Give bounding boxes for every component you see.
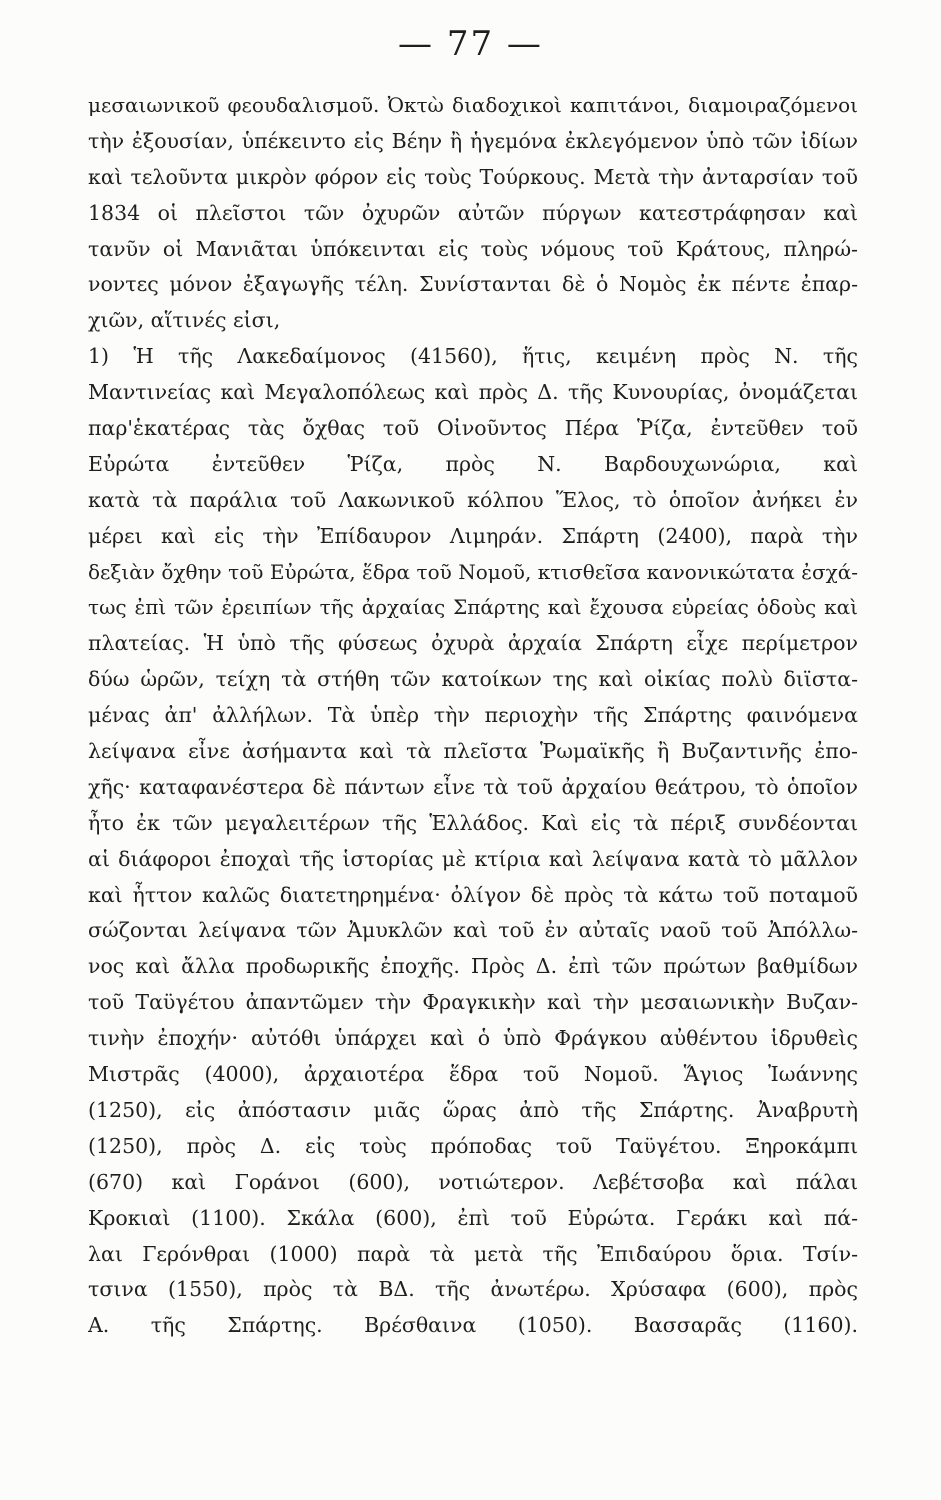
body-text xyxy=(88,88,858,1344)
text-line: τοῦ Ταϋγέτου ἀπαντῶμεν τὴν Φραγκικὴν καὶ τὴν μεσαιωνικὴν Βυζαν- xyxy=(88,990,858,1015)
text-line: μέρει καὶ εἰς τὴν Ἐπίδαυρον Λιμηράν. Σπάρτη (2400), παρὰ τὴν xyxy=(88,523,858,548)
text-line: 1) Ἡ τῆς Λακεδαίμονος (41560), ἥτις, κειμένη πρὸς Ν. τῆς xyxy=(88,344,858,369)
text-line: Μιστρᾶς (4000), ἀρχαιοτέρα ἕδρα τοῦ Νομοῦ. Ἅγιος Ἰωάννης xyxy=(88,1062,858,1087)
text-line: Εὐρώτα ἐντεῦθεν Ῥίζα, πρὸς Ν. Βαρδουχωνώρια, καὶ xyxy=(88,451,858,476)
text-line: (670) καὶ Γοράνοι (600), νοτιώτερον. Λεβέτσοβα καὶ πάλαι xyxy=(88,1169,858,1194)
text-line: κατὰ τὰ παράλια τοῦ Λακωνικοῦ κόλπου Ἕλος, τὸ ὁποῖον ἀνήκει ἐν xyxy=(88,487,858,512)
text-line: (1250), πρὸς Δ. εἰς τοὺς πρόποδας τοῦ Ταϋγέτου. Ξηροκάμπι xyxy=(88,1133,858,1158)
text-line: τανῦν οἱ Μανιᾶται ὑπόκεινται εἰς τοὺς νόμους τοῦ Κράτους, πληρώ- xyxy=(88,236,858,261)
text-line: τινὴν ἐποχήν· αὐτόθι ὑπάρχει καὶ ὁ ὑπὸ Φράγκου αὐθέντου ἱδρυθεὶς xyxy=(88,1026,858,1051)
text-line: Μαντινείας καὶ Μεγαλοπόλεως καὶ πρὸς Δ. τῆς Κυνουρίας, ὀνομάζεται xyxy=(88,380,858,405)
text-line: ἦτο ἐκ τῶν μεγαλειτέρων τῆς Ἑλλάδος. Καὶ εἰς τὰ πέριξ συνδέονται xyxy=(88,810,858,835)
text-line: νοντες μόνον ἐξαγωγῆς τέλη. Συνίστανται δὲ ὁ Νομὸς ἐκ πέντε ἐπαρ- xyxy=(88,272,858,297)
text-line: παρ'ἑκατέρας τὰς ὄχθας τοῦ Οἰνοῦντος Πέρα Ῥίζα, ἐντεῦθεν τοῦ xyxy=(88,416,858,441)
text-line: καὶ τελοῦντα μικρὸν φόρον εἰς τοὺς Τούρκους. Μετὰ τὴν ἀνταρσίαν τοῦ xyxy=(88,164,858,189)
text-line: Α. τῆς Σπάρτης. Βρέσθαινα (1050). Βασσαρᾶς (1160). xyxy=(88,1313,858,1338)
text-line: πλατείας. Ἡ ὑπὸ τῆς φύσεως ὀχυρὰ ἀρχαία Σπάρτη εἶχε περίμετρον xyxy=(88,631,858,656)
text-line: αἱ διάφοροι ἐποχαὶ τῆς ἱστορίας μὲ κτίρια καὶ λείψανα κατὰ τὸ μᾶλλον xyxy=(88,846,858,871)
text-line: νος καὶ ἄλλα προδωρικῆς ἐποχῆς. Πρὸς Δ. ἐπὶ τῶν πρώτων βαθμίδων xyxy=(88,954,858,979)
text-line: τὴν ἐξουσίαν, ὑπέκειντο εἰς Βέην ἢ ἡγεμόνα ἐκλεγόμενον ὑπὸ τῶν ἰδίων xyxy=(88,128,858,153)
text-line: τως ἐπὶ τῶν ἐρειπίων τῆς ἀρχαίας Σπάρτης καὶ ἔχουσα εὐρείας ὁδοὺς καὶ xyxy=(88,595,858,620)
text-line: λείψανα εἶνε ἀσήμαντα καὶ τὰ πλεῖστα Ῥωμαϊκῆς ἢ Βυζαντινῆς ἐπο- xyxy=(88,739,858,764)
text-line: χῆς· καταφανέστερα δὲ πάντων εἶνε τὰ τοῦ ἀρχαίου θεάτρου, τὸ ὁποῖον xyxy=(88,774,858,799)
text-line: λαι Γερόνθραι (1000) παρὰ τὰ μετὰ τῆς Ἐπιδαύρου ὅρια. Τσίν- xyxy=(88,1241,858,1266)
text-line: (1250), εἰς ἀπόστασιν μιᾶς ὥρας ἀπὸ τῆς Σπάρτης. Ἀναβρυτὴ xyxy=(88,1097,858,1122)
text-line: μεσαιωνικοῦ φεουδαλισμοῦ. Ὀκτὼ διαδοχικοὶ καπιτάνοι, διαμοιραζόμενοι xyxy=(88,93,858,117)
text-line: χιῶν, αἵτινές εἰσι, xyxy=(88,308,281,333)
text-line: 1834 οἱ πλεῖστοι τῶν ὀχυρῶν αὐτῶν πύργων κατεστράφησαν καὶ xyxy=(88,200,858,225)
text-line: Κροκιαὶ (1100). Σκάλα (600), ἐπὶ τοῦ Εὐρώτα. Γεράκι καὶ πά- xyxy=(88,1205,858,1230)
text-line: τσινα (1550), πρὸς τὰ ΒΔ. τῆς ἀνωτέρω. Χρύσαφα (600), πρὸς xyxy=(88,1277,858,1302)
page-number: — 77 — xyxy=(398,24,543,64)
text-line: σώζονται λείψανα τῶν Ἀμυκλῶν καὶ τοῦ ἐν αὐταῖς ναοῦ τοῦ Ἀπόλλω- xyxy=(88,918,858,943)
text-line: καὶ ἧττον καλῶς διατετηρημένα· ὀλίγον δὲ πρὸς τὰ κάτω τοῦ ποταμοῦ xyxy=(88,882,858,907)
text-line: μένας ἀπ' ἀλλήλων. Τὰ ὑπὲρ τὴν περιοχὴν τῆς Σπάρτης φαινόμενα xyxy=(88,703,858,728)
text-line: δύω ὡρῶν, τείχη τὰ στήθη τῶν κατοίκων της καὶ οἰκίας πολὺ διϊστα- xyxy=(88,667,858,692)
text-line: δεξιὰν ὄχθην τοῦ Εὐρώτα, ἕδρα τοῦ Νομοῦ, κτισθεῖσα κανονικώτατα ἐσχά- xyxy=(88,559,858,584)
